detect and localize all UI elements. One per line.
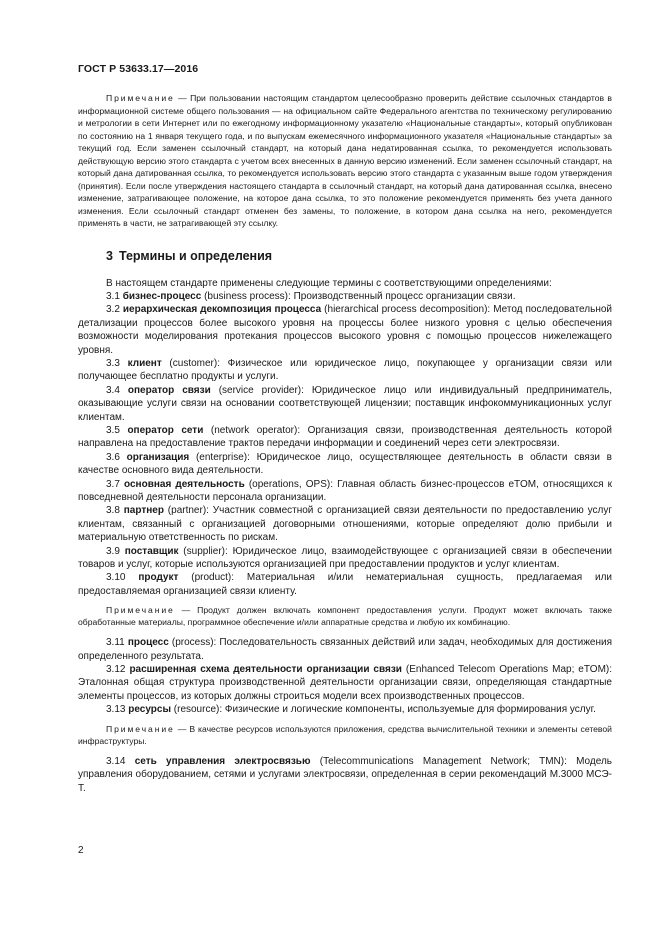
term-text: (Enhanced Telecom Operations Map; eTOM): Эталонная общая структура производственной деятельности организации связи, определяющая стандартные элементы процессов, из которых должны строиться модели всех производственных процессов. xyxy=(78,664,613,702)
term-name: сеть управления электросвязью xyxy=(134,755,311,767)
page-content xyxy=(78,92,612,795)
term-number: 3.1 xyxy=(106,290,120,302)
term-definition xyxy=(78,451,612,478)
term-number: 3.10 xyxy=(106,572,126,584)
term-number: 3.2 xyxy=(106,304,120,316)
page-number: 2 xyxy=(78,845,84,856)
term-number: 3.5 xyxy=(106,424,120,436)
term-definition xyxy=(78,636,612,663)
resources-note xyxy=(78,723,612,747)
term-definition xyxy=(78,303,612,357)
terms-list xyxy=(78,636,612,716)
term-text: (Telecommunications Management Network; TMN): Модель управления оборудованием, сетями и услугами электросвязи, определенная в серии рекомендаций М.3000 МСЭ-Т. xyxy=(78,755,613,794)
term-name: оператор связи xyxy=(127,384,211,396)
term-number: 3.12 xyxy=(106,664,126,676)
term-definition xyxy=(78,478,612,505)
term-number: 3.8 xyxy=(106,505,120,517)
term-text: (supplier): Юридическое лицо, взаимодействующее с организацией связи в обеспечении товаров и услуг, которые используются организацией при предоставлении продуктов и услуг клиентам. xyxy=(78,545,612,571)
term-name: клиент xyxy=(127,357,162,369)
term-name: партнер xyxy=(123,505,164,517)
term-name: иерархическая декомпозиция процесса xyxy=(122,304,322,316)
term-definition xyxy=(78,663,612,703)
term-definition xyxy=(78,545,612,572)
term-name: поставщик xyxy=(124,545,179,557)
term-text: (process): Последовательность связанных действий или задач, необходимых для достижения определенного результата. xyxy=(78,637,612,662)
term-text: (enterprise): Юридическое лицо, осуществляющее деятельность в области связи в качестве основного вида деятельности. xyxy=(78,451,612,477)
term-text: (operations, OPS): Главная область бизнес-процессов eTOM, относящихся к повседневной деятельности персонала организации. xyxy=(78,478,612,503)
term-text: (hierarchical process decomposition): Метод последовательной детализации процессов более высокого уровня на процессы более низкого уровня с целью обеспечения возможности моделирования протекания процессов высокого уровня с помощью процессов нижележащего уровня. xyxy=(78,304,612,356)
term-text: (product): Материальная и/или нематериальная сущность, предлагаемая или предоставляемая организацией связи клиенту. xyxy=(78,572,612,597)
term-number: 3.3 xyxy=(106,357,120,369)
term-definition xyxy=(78,755,612,795)
term-name: ресурсы xyxy=(128,704,171,716)
term-definition xyxy=(78,571,612,598)
terms-list xyxy=(78,755,612,795)
note-label: Примечание xyxy=(106,93,175,103)
term-definition xyxy=(78,384,612,424)
term-number: 3.7 xyxy=(106,478,120,490)
term-number: 3.14 xyxy=(106,755,126,767)
term-number: 3.6 xyxy=(106,451,120,463)
term-name: продукт xyxy=(138,572,179,584)
term-text: (business process): Производственный процесс организации связи. xyxy=(201,290,516,302)
term-name: основная деятельность xyxy=(124,478,245,490)
term-definition xyxy=(78,290,612,303)
term-name: организация xyxy=(126,451,190,463)
term-definition xyxy=(78,357,612,384)
note-label: Примечание xyxy=(106,723,175,734)
term-name: оператор сети xyxy=(127,424,204,436)
term-name: бизнес-процесс xyxy=(122,290,202,302)
term-number: 3.13 xyxy=(106,704,126,716)
term-text: (service provider): Юридическое лицо или индивидуальный предприниматель, оказывающие услуги связи на основании соответствующей лицензии; поставщик инфокоммуникационных услуг клиентам. xyxy=(78,384,612,423)
note-text: — В качестве ресурсов используются приложения, средства вычислительной техники и элементы сетевой инфраструктуры. xyxy=(78,723,612,746)
term-name: процесс xyxy=(127,637,169,649)
note-label: Примечание xyxy=(106,605,175,616)
terms-list xyxy=(78,290,612,598)
section-title: Термины и определения xyxy=(118,248,273,263)
reference-note xyxy=(78,92,612,230)
note-text: — При пользовании настоящим стандартом целесообразно проверить действие ссылочных стандартов в информационной системе общего пользования — на официальном сайте Федерального агентства по техническому регулированию и метрологии в сети Интернет или по ежегодному информационному указателю «Национальные стандарты», который опубликован по состоянию на 1 января текущего года, и по выпускам ежемесячного информационного указателя «Национальные стандарты» за текущий год. Если заменен ссылочный стандарт, на который дана недатированная ссылка, то рекомендуется использовать действующую версию этого стандарта с учетом всех внесенных в данную версию изменений. Если заменен ссылочный стандарт, на который дана датированная ссылка, то рекомендуется использовать версию этого стандарта с указанным выше годом утверждения (принятия). Если после утверждения настоящего стандарта в ссылочный стандарт, на который дана датированная ссылка, внесено изменение, затрагивающее положение, на которое дана ссылка, то это положение рекомендуется применять без учета данного изменения. Если ссылочный стандарт отменен без замены, то положение, в котором дана ссылка на него, рекомендуется применять в части, не затрагивающей эту ссылку. xyxy=(78,93,612,228)
section-heading xyxy=(106,249,612,263)
term-name: расширенная схема деятельности организации связи xyxy=(129,664,402,676)
term-text: (network operator): Организация связи, производственная деятельность которой направлена на предоставление трактов передачи информации и соединений через сети электросвязи. xyxy=(78,424,613,450)
term-number: 3.4 xyxy=(106,384,120,396)
term-text: (partner): Участник совместной с организацией связи деятельности по предоставлению услуг клиентам, связанный с организацией договорными отношениями, которые определяют долю прибыли и материальную ответственность по рискам. xyxy=(78,505,612,544)
note-text: — Продукт должен включать компонент предоставления услуги. Продукт может включать также обработанные материалы, программное обеспечение и/или аппаратные средства и любую их комбинацию. xyxy=(78,605,612,628)
document-code: ГОСТ Р 53633.17—2016 xyxy=(78,63,199,75)
term-text: (customer): Физическое или юридическое лицо, покупающее у организации связи или получающее бесплатно продукты и услуги. xyxy=(78,357,612,383)
term-definition xyxy=(78,504,612,544)
term-number: 3.9 xyxy=(106,545,120,557)
term-number: 3.11 xyxy=(106,637,125,649)
term-definition xyxy=(78,424,612,451)
product-note xyxy=(78,604,612,628)
term-text: (resource): Физические и логические компоненты, используемые для формирования услуг. xyxy=(171,704,596,716)
intro-paragraph: В настоящем стандарте применены следующие термины с соответствующими определениями: xyxy=(106,277,552,289)
term-definition xyxy=(78,703,612,716)
section-number: 3 xyxy=(106,248,113,263)
